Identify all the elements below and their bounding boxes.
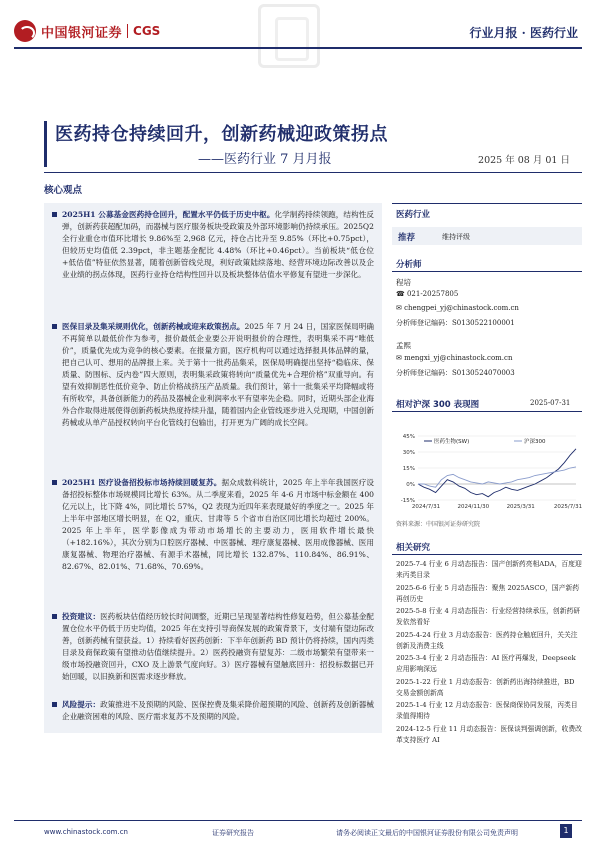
analyst-email[interactable]: mengxi_yj@chinastock.com.cn bbox=[404, 354, 513, 362]
header-divider bbox=[14, 47, 582, 49]
x-tick-label: 2025/7/31 bbox=[553, 504, 582, 510]
y-tick-label: 15% bbox=[402, 466, 415, 472]
y-tick-label: 45% bbox=[402, 434, 415, 440]
x-tick-label: 2024/11/30 bbox=[457, 504, 490, 510]
analyst-phone-row bbox=[396, 290, 458, 298]
watermark-graphic bbox=[258, 4, 320, 68]
y-tick-label: -15% bbox=[400, 498, 415, 504]
side-divider bbox=[392, 203, 582, 204]
brand-name-cn: 中国银河证券 bbox=[41, 25, 123, 41]
related-item[interactable]: 2025-5-8 行业 4 月动态报告：行业经营持续承压，创新药研发依然看好 bbox=[396, 607, 581, 626]
point-lead: 医保目录及集采规则优化，创新药械或迎来政策拐点。 bbox=[62, 322, 245, 331]
related-item[interactable]: 2025-1-4 行业 12 月动态报告：医保商保协同发展，丙类目录值得期待 bbox=[396, 701, 578, 720]
title-divider bbox=[44, 172, 582, 173]
point-lead: 2025H1 医疗设备招投标市场持续回暖复苏。 bbox=[62, 478, 222, 487]
chart-date: 2025-07-31 bbox=[530, 399, 571, 407]
industry-heading: 医药行业 bbox=[396, 210, 431, 220]
bullet-icon bbox=[52, 480, 57, 485]
legend-label: 医药生物(SW) bbox=[434, 439, 470, 445]
analyst-name: 程培 bbox=[396, 278, 411, 287]
related-divider bbox=[392, 554, 582, 555]
relative-performance-chart bbox=[392, 430, 582, 510]
analyst-heading: 分析师 bbox=[396, 260, 422, 270]
brand-separator bbox=[127, 24, 128, 38]
page-title: 医药持仓持续回升，创新药械迎政策拐点 bbox=[55, 124, 388, 145]
title-accent-bar bbox=[44, 121, 47, 167]
point-body: 医药板块估值经历较长时间调整，近期已呈现显著结构性修复趋势，但公募基金配置仓位水平仍低于历史均值，2025 年在支持引导商保发展的政策背景下，支付端有望边际改善，创新药械有望获益。1）持续看好医药创新：下半年创新药 BD 预计仍将持续，国内丙类目录及商保政策有望推动估值继续提升。2）医药投融资有望复苏：二级市场繁荣有望带来一级市场投融资回升，CXO 及上游景气度向好。3）医疗器械有望触底回升：招投标数据已开始回暖，以旧换新和医需求逐步释放。 bbox=[62, 612, 375, 681]
point-lead: 风险提示： bbox=[62, 700, 101, 709]
footer-disclaimer: 请务必阅读正文最后的中国银河证券股份有限公司免责声明 bbox=[336, 829, 518, 837]
brand-logo-icon bbox=[14, 20, 36, 42]
analyst-phone: 021-20257805 bbox=[406, 290, 459, 298]
phone-icon: ☎ bbox=[396, 290, 407, 298]
core-views-label: 核心观点 bbox=[44, 185, 83, 196]
page-number: 1 bbox=[560, 824, 572, 838]
mail-icon: ✉ bbox=[396, 304, 405, 312]
chart-divider bbox=[392, 411, 582, 412]
legend-label: 沪深300 bbox=[524, 439, 546, 445]
mail-icon: ✉ bbox=[396, 354, 405, 362]
point-5 bbox=[44, 699, 374, 723]
core-views-panel bbox=[44, 203, 382, 733]
related-item[interactable]: 2025-4-24 行业 3 月动态报告：医药持仓触底回升，关关注创新及消费主线 bbox=[396, 631, 578, 650]
footer-divider bbox=[14, 820, 582, 821]
point-2 bbox=[44, 321, 374, 429]
report-date: 2025 年 08 月 01 日 bbox=[478, 155, 570, 166]
footer-website[interactable]: www.chinastock.com.cn bbox=[44, 828, 128, 836]
related-heading: 相关研究 bbox=[396, 543, 431, 553]
chart-heading: 相对沪深 300 表现图 bbox=[396, 400, 480, 410]
analyst-reg: 分析师登记编码：S0130522100001 bbox=[396, 319, 515, 327]
brand-name-en: CGS bbox=[133, 24, 161, 38]
point-body: 政策推进不及预期的风险、医保控费及集采降价超预期的风险、创新药及创新器械企业融资困难的风险、医疗需求复苏不及预期的风险。 bbox=[62, 700, 375, 721]
related-item[interactable]: 2025-1-22 行业 1 月动态报告：创新药出海持续推进，BD 交易金额创新高 bbox=[396, 678, 575, 697]
analyst-reg: 分析师登记编码：S0130524070003 bbox=[396, 369, 515, 377]
x-tick-label: 2025/3/31 bbox=[506, 504, 535, 510]
brand-logo bbox=[14, 18, 160, 44]
footer-category: 证券研究报告 bbox=[212, 829, 254, 837]
analyst-email[interactable]: chengpei_yj@chinastock.com.cn bbox=[404, 304, 519, 312]
x-tick-label: 2024/7/31 bbox=[411, 504, 441, 510]
y-tick-label: 30% bbox=[402, 450, 415, 456]
point-lead: 投资建议： bbox=[62, 612, 101, 621]
point-4 bbox=[44, 611, 374, 683]
related-item[interactable]: 2025-6-6 行业 5 月动态报告：聚焦 2025ASCO，国产新药再创历史 bbox=[396, 584, 580, 603]
point-lead: 2025H1 公募基金医药持仓回升，配置水平仍低于历史中枢。 bbox=[62, 210, 275, 219]
point-body: 2025 年 7 月 24 日，国家医保局明确不再简单以最低价作为参考，报价最低企业要公开说明报价的合理性，表明集采不再“唯低价”，质量优先成为竞争的核心要素。在报量方面，医疗机构可以通过选择报具体品牌的量，把自己认可、想用的品牌报上来。关于第十一批药品集采，医保局明确提出坚持“稳临床、保质量、防围标、反内卷”四大原则，表明集采政策将转向“质量优先+合理价格”双重导向。有望有效抑制恶性低价竞争、防止价格战挤压产品质量。我们预计，第十一批集采平均降幅或将有所收窄，具备创新能力的药品及器械企业利润率水平有望率先企稳。同时，近期头部企业海外合作取得进展使得创新药板块热度持续升温，随着国内企业管线逐步进入兑现期，中国创新药械或从单产品授权转向平台化管线打包输出，打开更为广阔的成长空间。 bbox=[62, 322, 374, 427]
analyst-email-row bbox=[396, 354, 512, 362]
page-subtitle: ——医药行业 7 月月报 bbox=[198, 152, 332, 167]
related-item[interactable]: 2025-7-4 行业 6 月动态报告：国产创新药亮相ADA，百度迎来丙类目录 bbox=[396, 560, 582, 579]
point-1 bbox=[44, 209, 374, 281]
related-item[interactable]: 2024-12-5 行业 11 月动态报告：医保谈判强调创新，收费改革支持医疗 AI bbox=[396, 725, 582, 744]
bullet-icon bbox=[52, 614, 57, 619]
point-body: 据众成数科统计，2025 年上半年我国医疗设备招投标整体市场规模同比增长 63%。从二季度来看，2025 年 4-6 月市场中标金额在 400 亿元以上，比下降 4%，同比增长 57%，Q2 表现为近四年来表现最好的季度之一。2025 年上半年中部地区增长明显，在 Q2，重庆、甘肃等 5 个省市自治区同比增长均超过 200%。2025 年上半年，医学影像成为带动市场增长的主要动力，医用软件增长最快（+182.16%），其次分别为口腔医疗器械、中医器械、理疗康复器械、医用成像器械、医用康复器械、物理治疗器械、有源手术器械，同比增长 132.87%、110.84%、86.91%、82.67%、82.01%、71.68%、70.69%。 bbox=[62, 478, 374, 571]
doc-type: 行业月报 · 医药行业 bbox=[469, 26, 578, 40]
bullet-icon bbox=[52, 212, 57, 217]
bullet-icon bbox=[52, 324, 57, 329]
rating-label: 推荐 bbox=[398, 233, 416, 243]
point-3 bbox=[44, 477, 374, 573]
related-item[interactable]: 2025-3-4 行业 2 月动态报告：AI 医疗再爆发，Deepseek应用影响深远 bbox=[396, 654, 576, 673]
y-tick-label: 0% bbox=[406, 482, 415, 488]
point-body: 化学制药持续领跑，结构性反弹，创新药获超配加码，而器械与医疗服务板块受政策及外部环境影响仍持续承压。2025Q2 全行业重仓市值环比增长 9.86%至 2,968 亿元，持仓占比升至 9.85%（环比+0.75pct），但较历史均值低 2.39pct，非主题基金配比 4.48%（环比+0.46pct）。当前板块“低仓位+低估值”特征依然显著，随着创新管线兑现，利好政策陆续落地、经营环境边际改善以及企业业绩的拐点体现，医药行业持仓结构性回升以及板块整体估值水平修复有望进一步深化。 bbox=[62, 210, 374, 279]
bullet-icon bbox=[52, 702, 57, 707]
analyst-name: 孟熙 bbox=[396, 341, 411, 350]
analyst-email-row bbox=[396, 304, 519, 312]
rating-box bbox=[392, 227, 582, 245]
analyst-divider bbox=[392, 271, 582, 272]
rating-value: 维持评级 bbox=[442, 233, 470, 241]
chart-source: 资料来源：中国银河证券研究院 bbox=[396, 521, 481, 528]
